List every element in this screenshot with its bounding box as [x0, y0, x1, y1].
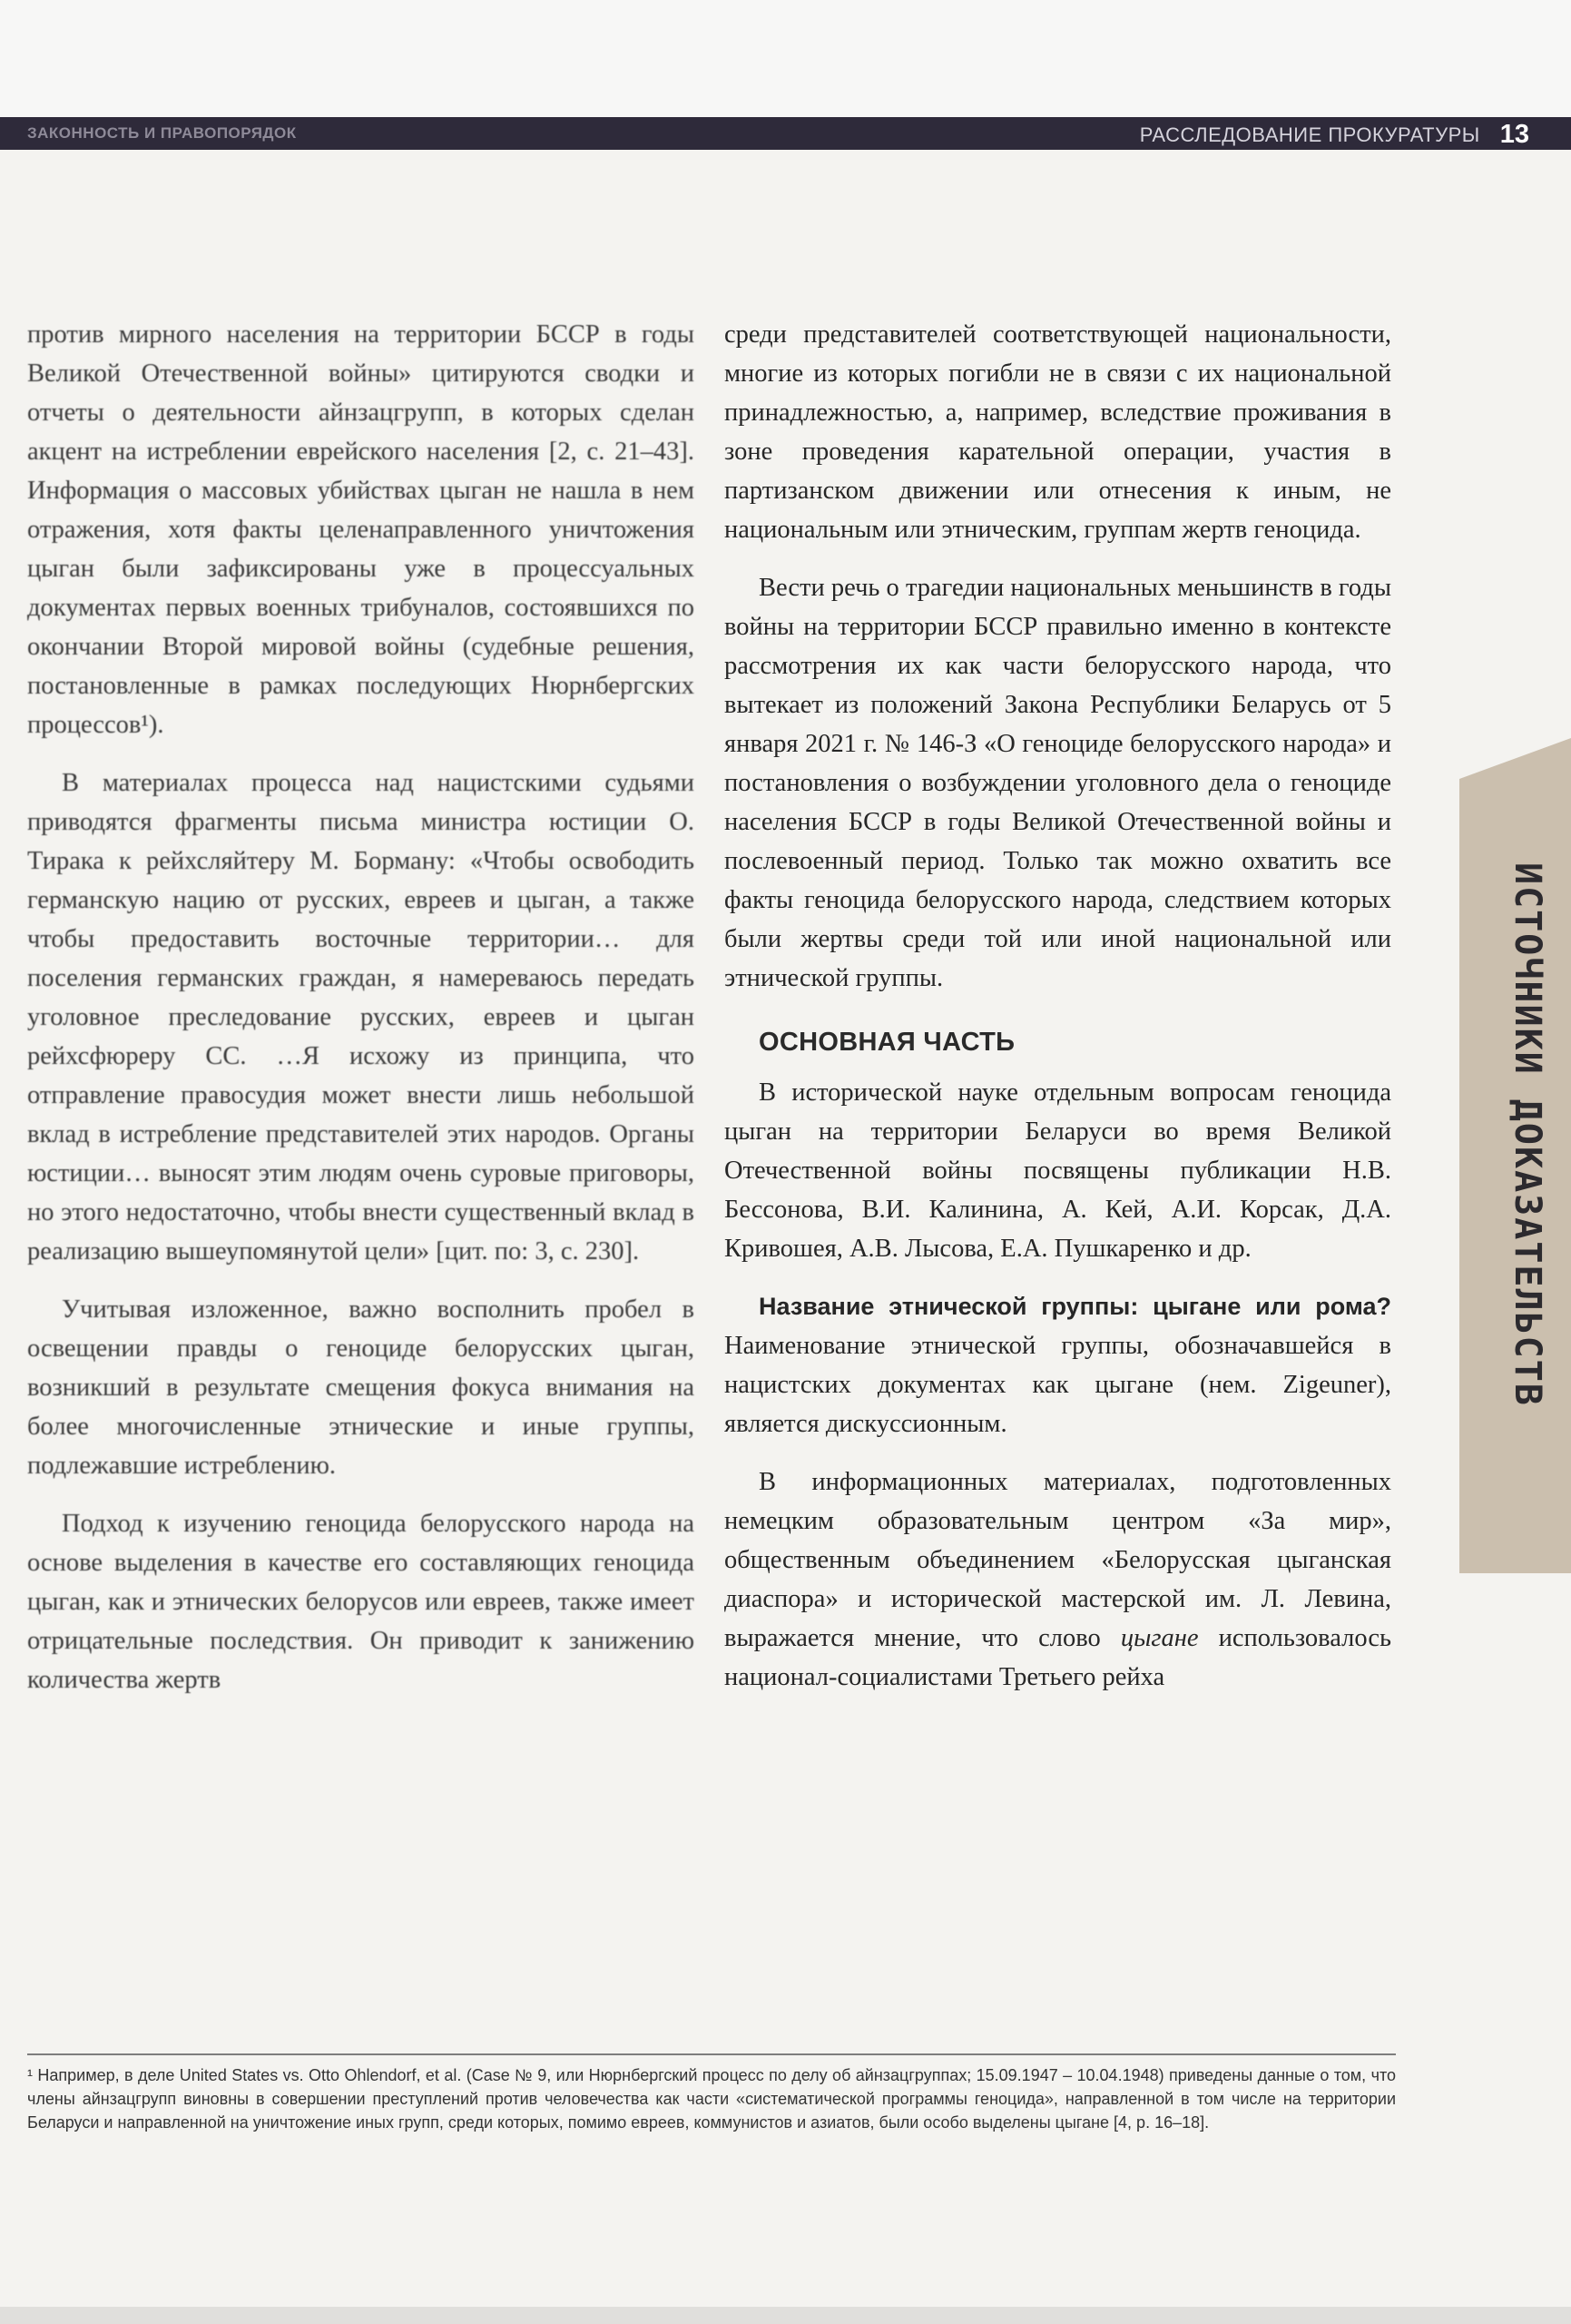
paragraph: В исторической науке отдельным вопросам геноцида цыган на территории Беларуси во время Великой Отечественной войны посвящены публикации Н.В. Бессонова, В.И. Калинина, А. Кей, А.И. Корсак, Д.А. Кривошея, А.В. Лысова, Е.А. Пушкаренко и др. [724, 1078, 1391, 1263]
left-column [27, 315, 694, 1699]
paragraph: Вести речь о трагедии национальных меньшинств в годы войны на территории БССР правильно именно в контексте рассмотрения их как части белорусского народа, что вытекает из положений Закона Республики Беларусь от 5 января 2021 г. № 146-З «О геноциде белорусского народа» и постановления о возбуждении уголовного дела о геноциде населения БССР в годы Великой Отечественной войны и послевоенный период. Только так можно охватить все факты геноцида белорусского народа, следствием которых были жертвы среди той или иной национальной или этнической группы. [724, 574, 1391, 992]
header-right-group [1140, 120, 1529, 150]
running-header [0, 117, 1571, 150]
paragraph-with-subheading [724, 1287, 1391, 1443]
subheading: Название этнической группы: цыгане или рома? [759, 1293, 1391, 1320]
paragraph: В материалах процесса над нацистскими судьями приводятся фрагменты письма министра юстиции О. Тирака к рейхсляйтеру М. Борману: «Чтобы освободить германскую нацию от русских, евреев и цыган, а также чтобы предоставить восточные территории… для поселения германских граждан, я намереваюсь передать уголовное преследование русских, евреев и цыган рейхсфюреру СС. …Я исхожу из принципа, что отправление правосудия может внести лишь небольшой вклад в истребление представителей этих народов. Органы юстиции… выносят этим людям очень суровые приговоры, но этого недостаточно, чтобы внести существенный вклад в реализацию вышеупомянутой цели» [цит. по: 3, с. 230]. [27, 769, 694, 1265]
journal-title: ЗАКОННОСТЬ И ПРАВОПОРЯДОК [27, 124, 297, 142]
section-heading: ОСНОВНАЯ ЧАСТЬ [759, 1028, 1016, 1057]
right-column [724, 315, 1391, 1697]
paragraph: Учитывая изложенное, важно восполнить пробел в освещении правды о геноциде белорусских цыган, возникший в результате смещения фокуса внимания на более многочисленные этнические и иные группы, подлежавшие истреблению. [27, 1295, 694, 1480]
paragraph-text: использовалось национал-социалистами Третьего рейха [724, 1624, 1391, 1691]
paragraph: среди представителей соответствующей национальности, многие из которых погибли не в связи с их национальной принадлежностью, а, например, вследствие проживания в зоне проведения карательной операции, участия в партизанском движении или отнесения к иным, не национальным или этническим, группам жертв геноцида. [724, 320, 1391, 544]
paragraph-text: В информационных материалах, подготовленных немецким образовательным центром «За мир», общественным объединением «Белорусская цыганская диаспора» и исторической мастерской им. Л. Левина, выражается мнение, что слово [724, 1468, 1391, 1652]
emphasis-word: цыгане [1120, 1624, 1199, 1652]
footnote-divider [27, 2053, 1396, 2055]
subheading-body: Наименование этнической группы, обозначавшейся в нацистских документах как цыгане (нем. Zigeuner), является дискуссионным. [724, 1332, 1391, 1438]
page-top-margin [0, 0, 1571, 118]
footnote: ¹ Например, в деле United States vs. Otto Ohlendorf, et al. (Case № 9, или Нюрнбергский процесс по делу об айнзацгруппах; 15.09.1947 – 10.04.1948) приведены данные о том, что члены айнзацгрупп виновны в совершении преступлений против человечества как части «систематической программы геноцида», направленной в том числе на территории Беларуси и направленной на уничтожение иных групп, среди которых, помимо евреев, коммунистов и азиатов, были особо выделены цыгане [4, p. 16–18]. [27, 2066, 1396, 2132]
side-tab-label: ИСТОЧНИКИ ДОКАЗАТЕЛЬСТВ [1507, 862, 1548, 1407]
paragraph: Подход к изучению геноцида белорусского народа на основе выделения в качестве его составляющих геноцида цыган, как и этнических белорусов или евреев, также имеет отрицательные последствия. Он приводит к занижению количества жертв [27, 1510, 694, 1694]
page-number: 13 [1499, 120, 1529, 149]
page-bottom-edge [0, 2307, 1571, 2324]
paragraph: против мирного населения на территории БССР в годы Великой Отечественной войны» цитируются сводки и отчеты о деятельности айнзацгрупп, в которых сделан акцент на истреблении еврейского населения [2, с. 21–43]. Информация о массовых убийствах цыган не нашла в нем отражения, хотя факты целенаправленного уничтожения цыган были зафиксированы уже в процессуальных документах первых военных трибуналов, состоявшихся по окончании Второй мировой войны (судебные решения, постановленные в рамках последующих Нюрнбергских процессов¹). [27, 320, 694, 739]
section-title: РАССЛЕДОВАНИЕ ПРОКУРАТУРЫ [1139, 123, 1480, 146]
paragraph [724, 1462, 1391, 1697]
